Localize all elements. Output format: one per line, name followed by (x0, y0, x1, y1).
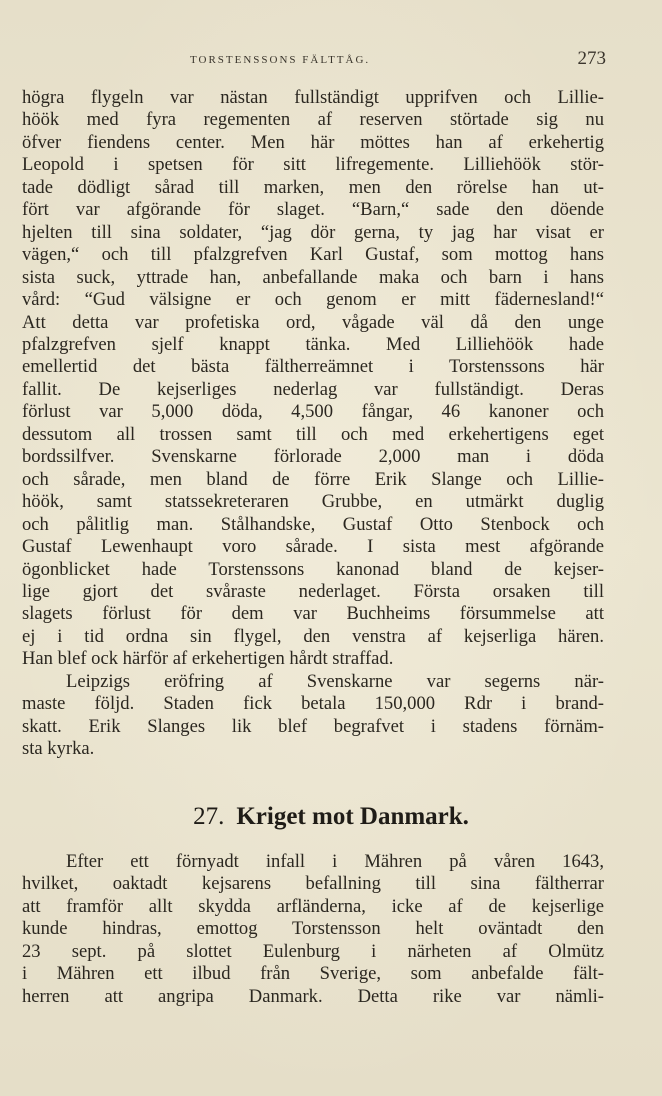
paragraph-leipzig (22, 671, 604, 761)
text-line: 23 sept. på slottet Eulenburg i närheten af Olmütz (22, 940, 604, 962)
text-line: Efter ett förnyadt infall i Mähren på våren 1643, (66, 851, 604, 872)
section-title: Kriget mot Danmark. (236, 803, 469, 830)
text-line: i Mähren ett ilbud från Sverige, som anbefalde fält- (22, 963, 604, 985)
text-line: Leipzigs eröfring af Svenskarne var segerns när- (66, 670, 604, 692)
paragraph-battle-account (22, 87, 604, 671)
text-line: att framför allt skydda arfländerna, icke af de kejserlige (22, 895, 604, 917)
running-head: TORSTENSSONS FÄLTTÅG. (190, 54, 371, 66)
text-line: hvilket, oaktadt kejsarens befallning till sina fältherrar (22, 873, 604, 895)
text-line: och pålitlig man. Stålhandske, Gustaf Otto Stenbock och (22, 513, 604, 535)
text-block-lower (22, 851, 604, 1008)
text-line: sta kyrka. (22, 738, 95, 760)
text-line: vägen,“ och till pfalzgrefven Karl Gustaf, som mottog hans (22, 244, 604, 266)
text-line: Leopold i spetsen för sitt lifregemente. Lilliehöök stör- (22, 154, 604, 176)
text-line: högra flygeln var nästan fullständigt upprifven och Lillie- (22, 87, 604, 108)
text-block-upper (22, 87, 604, 761)
text-line: höök, samt statssekreteraren Grubbe, en utmärkt duglig (22, 491, 604, 513)
text-line: bordssilfver. Svenskarne förlorade 2,000 man i döda (22, 446, 604, 468)
text-line: fallit. De kejserliges nederlag var fullständigt. Deras (22, 378, 604, 400)
text-line: tade dödligt sårad till marken, men den rörelse han ut- (22, 176, 604, 198)
text-line: höök med fyra regementen af reserven störtade sig nu (22, 109, 604, 131)
text-line: ej i tid ordna sin flygel, den venstra af kejserliga hären. (22, 625, 604, 647)
text-line: fört var afgörande för slaget. “Barn,“ sade den döende (22, 199, 604, 221)
page-number: 273 (577, 48, 606, 69)
text-line: Att detta var profetiska ord, vågade väl då den unge (22, 311, 604, 333)
text-line: sista suck, yttrade han, anbefallande maka och barn i hans (22, 266, 604, 288)
text-line: lige gjort det svåraste nederlaget. Första orsaken till (22, 580, 604, 602)
paragraph-war-denmark (22, 851, 604, 1008)
text-line: förlust var 5,000 döda, 4,500 fångar, 46 kanoner och (22, 401, 604, 423)
text-line: herren att angripa Danmark. Detta rike var nämli- (22, 985, 604, 1007)
text-line: slagets förlust för dem var Buchheims försummelse att (22, 603, 604, 625)
text-line: skatt. Erik Slanges lik blef begrafvet i stadens förnäm- (22, 715, 604, 737)
text-line: Han blef ock härför af erkehertigen hårdt straffad. (22, 648, 394, 670)
text-line: emellertid det bästa fältherreämnet i Torstenssons här (22, 356, 604, 378)
text-line: vård: “Gud välsigne er och genom er mitt fädernesland!“ (22, 289, 604, 311)
text-line: hjelten till sina soldater, “jag dör gerna, ty jag har visat er (22, 221, 604, 243)
text-line: öfver fiendens center. Men här möttes han af erkehertig (22, 131, 604, 153)
text-line: maste följd. Staden fick betala 150,000 Rdr i brand- (22, 693, 604, 715)
text-line: ögonblicket hade Torstenssons kanonad bland de kejser- (22, 558, 604, 580)
section-number: 27. (193, 803, 225, 830)
text-line: Gustaf Lewenhaupt voro sårade. I sista mest afgörande (22, 536, 604, 558)
section-heading (0, 803, 662, 831)
text-line: dessutom all trossen samt till och med erkehertigens eget (22, 423, 604, 445)
text-line: pfalzgrefven sjelf knappt tänka. Med Lilliehöök hade (22, 333, 604, 355)
text-line: kunde hindras, emottog Torstensson helt oväntadt den (22, 918, 604, 940)
text-line: och sårade, men bland de förre Erik Slange och Lillie- (22, 468, 604, 490)
